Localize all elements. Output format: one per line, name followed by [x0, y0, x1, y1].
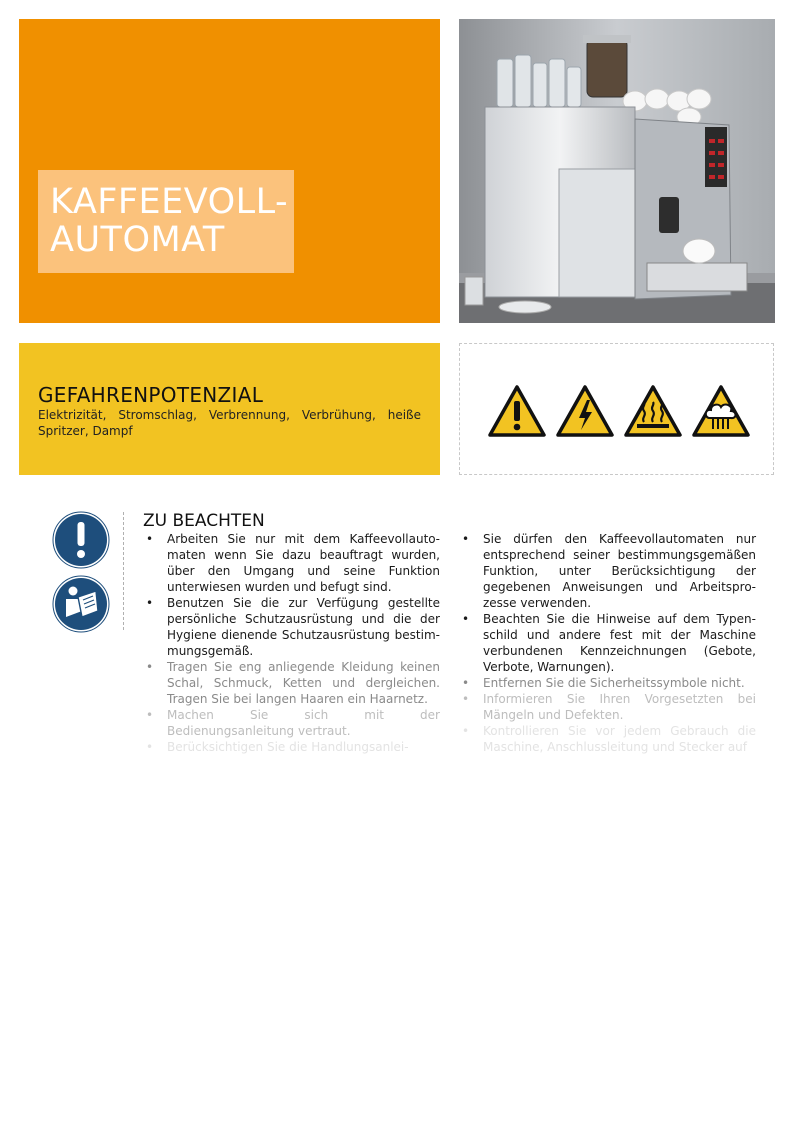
- steam-warning-icon: [691, 384, 751, 438]
- list-item: • Sie dürfen den Kaffeevollautomaten nur entsprechend seiner bestimmungsgemäßen Funktion, unter Berücksichtigung der gegebenen Anweisungen und Arbeitsprozesse verwenden.: [460, 531, 756, 611]
- notice-list-right: [460, 531, 756, 755]
- mandatory-icons: [52, 511, 112, 639]
- notice-list-left: [144, 531, 440, 755]
- hazard-title: GEFAHRENPOTENZIAL: [38, 383, 264, 407]
- warning-signs-panel: [459, 343, 774, 475]
- electricity-warning-icon: [555, 384, 615, 438]
- list-item: • Entfernen Sie die Sicherheitssymbole nicht.: [460, 675, 756, 691]
- coffee-machine-photo: [459, 19, 775, 323]
- list-item: • Tragen Sie eng anliegende Kleidung keinen Schal, Schmuck, Ketten und dergleichen. Tragen Sie bei langen Haaren ein Haarnetz.: [144, 659, 440, 707]
- general-warning-icon: [487, 384, 547, 438]
- hazard-panel: [19, 343, 440, 475]
- title-line-2: AUTOMAT: [50, 220, 225, 260]
- mandatory-exclamation-icon: [52, 511, 110, 569]
- notice-title: ZU BEACHTEN: [143, 511, 265, 531]
- list-item: • Machen Sie sich mit der Bedienungsanleitung vertraut.: [144, 707, 440, 739]
- title-panel: [19, 19, 440, 323]
- divider-line: [123, 512, 124, 630]
- list-item: • Berücksichtigen Sie die Handlungsanlei-: [144, 739, 440, 755]
- page-title: [38, 170, 294, 273]
- hazard-description: Elektrizität, Stromschlag, Verbrennung, Verbrühung, heiße Spritzer, Dampf: [38, 408, 421, 438]
- title-line-1: KAFFEEVOLL-: [50, 182, 289, 222]
- list-item: • Kontrollieren Sie vor jedem Gebrauch die Maschine, Anschlussleitung und Stecker auf: [460, 723, 756, 755]
- hot-surface-warning-icon: [623, 384, 683, 438]
- list-item: • Informieren Sie Ihren Vorgesetzten bei Mängeln und Defekten.: [460, 691, 756, 723]
- list-item: • Arbeiten Sie nur mit dem Kaffeevollautomaten wenn Sie dazu beauftragt wurden, über den Umgang und seine Funktion unterwiesen wurden und befugt sind.: [144, 531, 440, 595]
- read-manual-icon: [52, 575, 110, 633]
- list-item: • Beachten Sie die Hinweise auf dem Typenschild und andere fest mit der Maschine verbundenen Kennzeichnungen (Gebote, Verbote, Warnungen).: [460, 611, 756, 675]
- list-item: • Benutzen Sie die zur Verfügung gestellte persönliche Schutzausrüstung und die der Hygiene dienende Schutzausrüstung bestimmungsgemäß.: [144, 595, 440, 659]
